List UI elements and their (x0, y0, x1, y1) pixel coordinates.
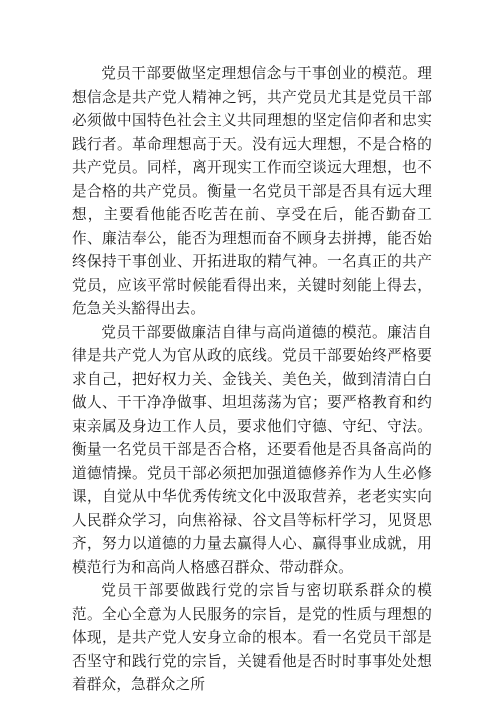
paragraph-mass-line: 党员干部要做践行党的宗旨与密切联系群众的模范。全心全意为人民服务的宗旨，是党的性质与理想的体现，是共产党人安身立命的根本。看一名党员干部是否坚守和践行党的宗旨，关键看他是否时时事事处处想着群众，急群众之所 (72, 582, 432, 693)
paragraph-ideals: 党员干部要做坚定理想信念与干事创业的模范。理想信念是共产党人精神之钙，共产党员尤其是党员干部必须做中国特色社会主义共同理想的坚定信仰者和忠实践行者。革命理想高于天。没有远大理想，不是合格的共产党员。同样，离开现实工作而空谈远大理想，也不是合格的共产党员。衡量一名党员干部是否具有远大理想，主要看他能否吃苦在前、享受在后，能否勤奋工作、廉洁奉公，能否为理想而奋不顾身去拼搏，能否始终保持干事创业、开拓进取的精气神。一名真正的共产党员，应该平常时候能看得出来，关键时刻能上得去，危急关头豁得出去。 (72, 65, 432, 317)
paragraph-integrity: 党员干部要做廉洁自律与高尚道德的模范。廉洁自律是共产党人为官从政的底线。党员干部要始终严格要求自己，把好权力关、金钱关、美色关，做到清清白白做人、干干净净做事、坦坦荡荡为官；要严格教育和约束亲属及身边工作人员，要求他们守德、守纪、守法。衡量一名党员干部是否合格，还要看他是否具备高尚的道德情操。党员干部必须把加强道德修养作为人生必修课，自觉从中华优秀传统文化中汲取营养，老老实实向人民群众学习，向焦裕禄、谷文昌等标杆学习，见贤思齐，努力以道德的力量去赢得人心、赢得事业成就，用模范行为和高尚人格感召群众、带动群众。 (72, 323, 432, 576)
document-body (72, 62, 432, 697)
